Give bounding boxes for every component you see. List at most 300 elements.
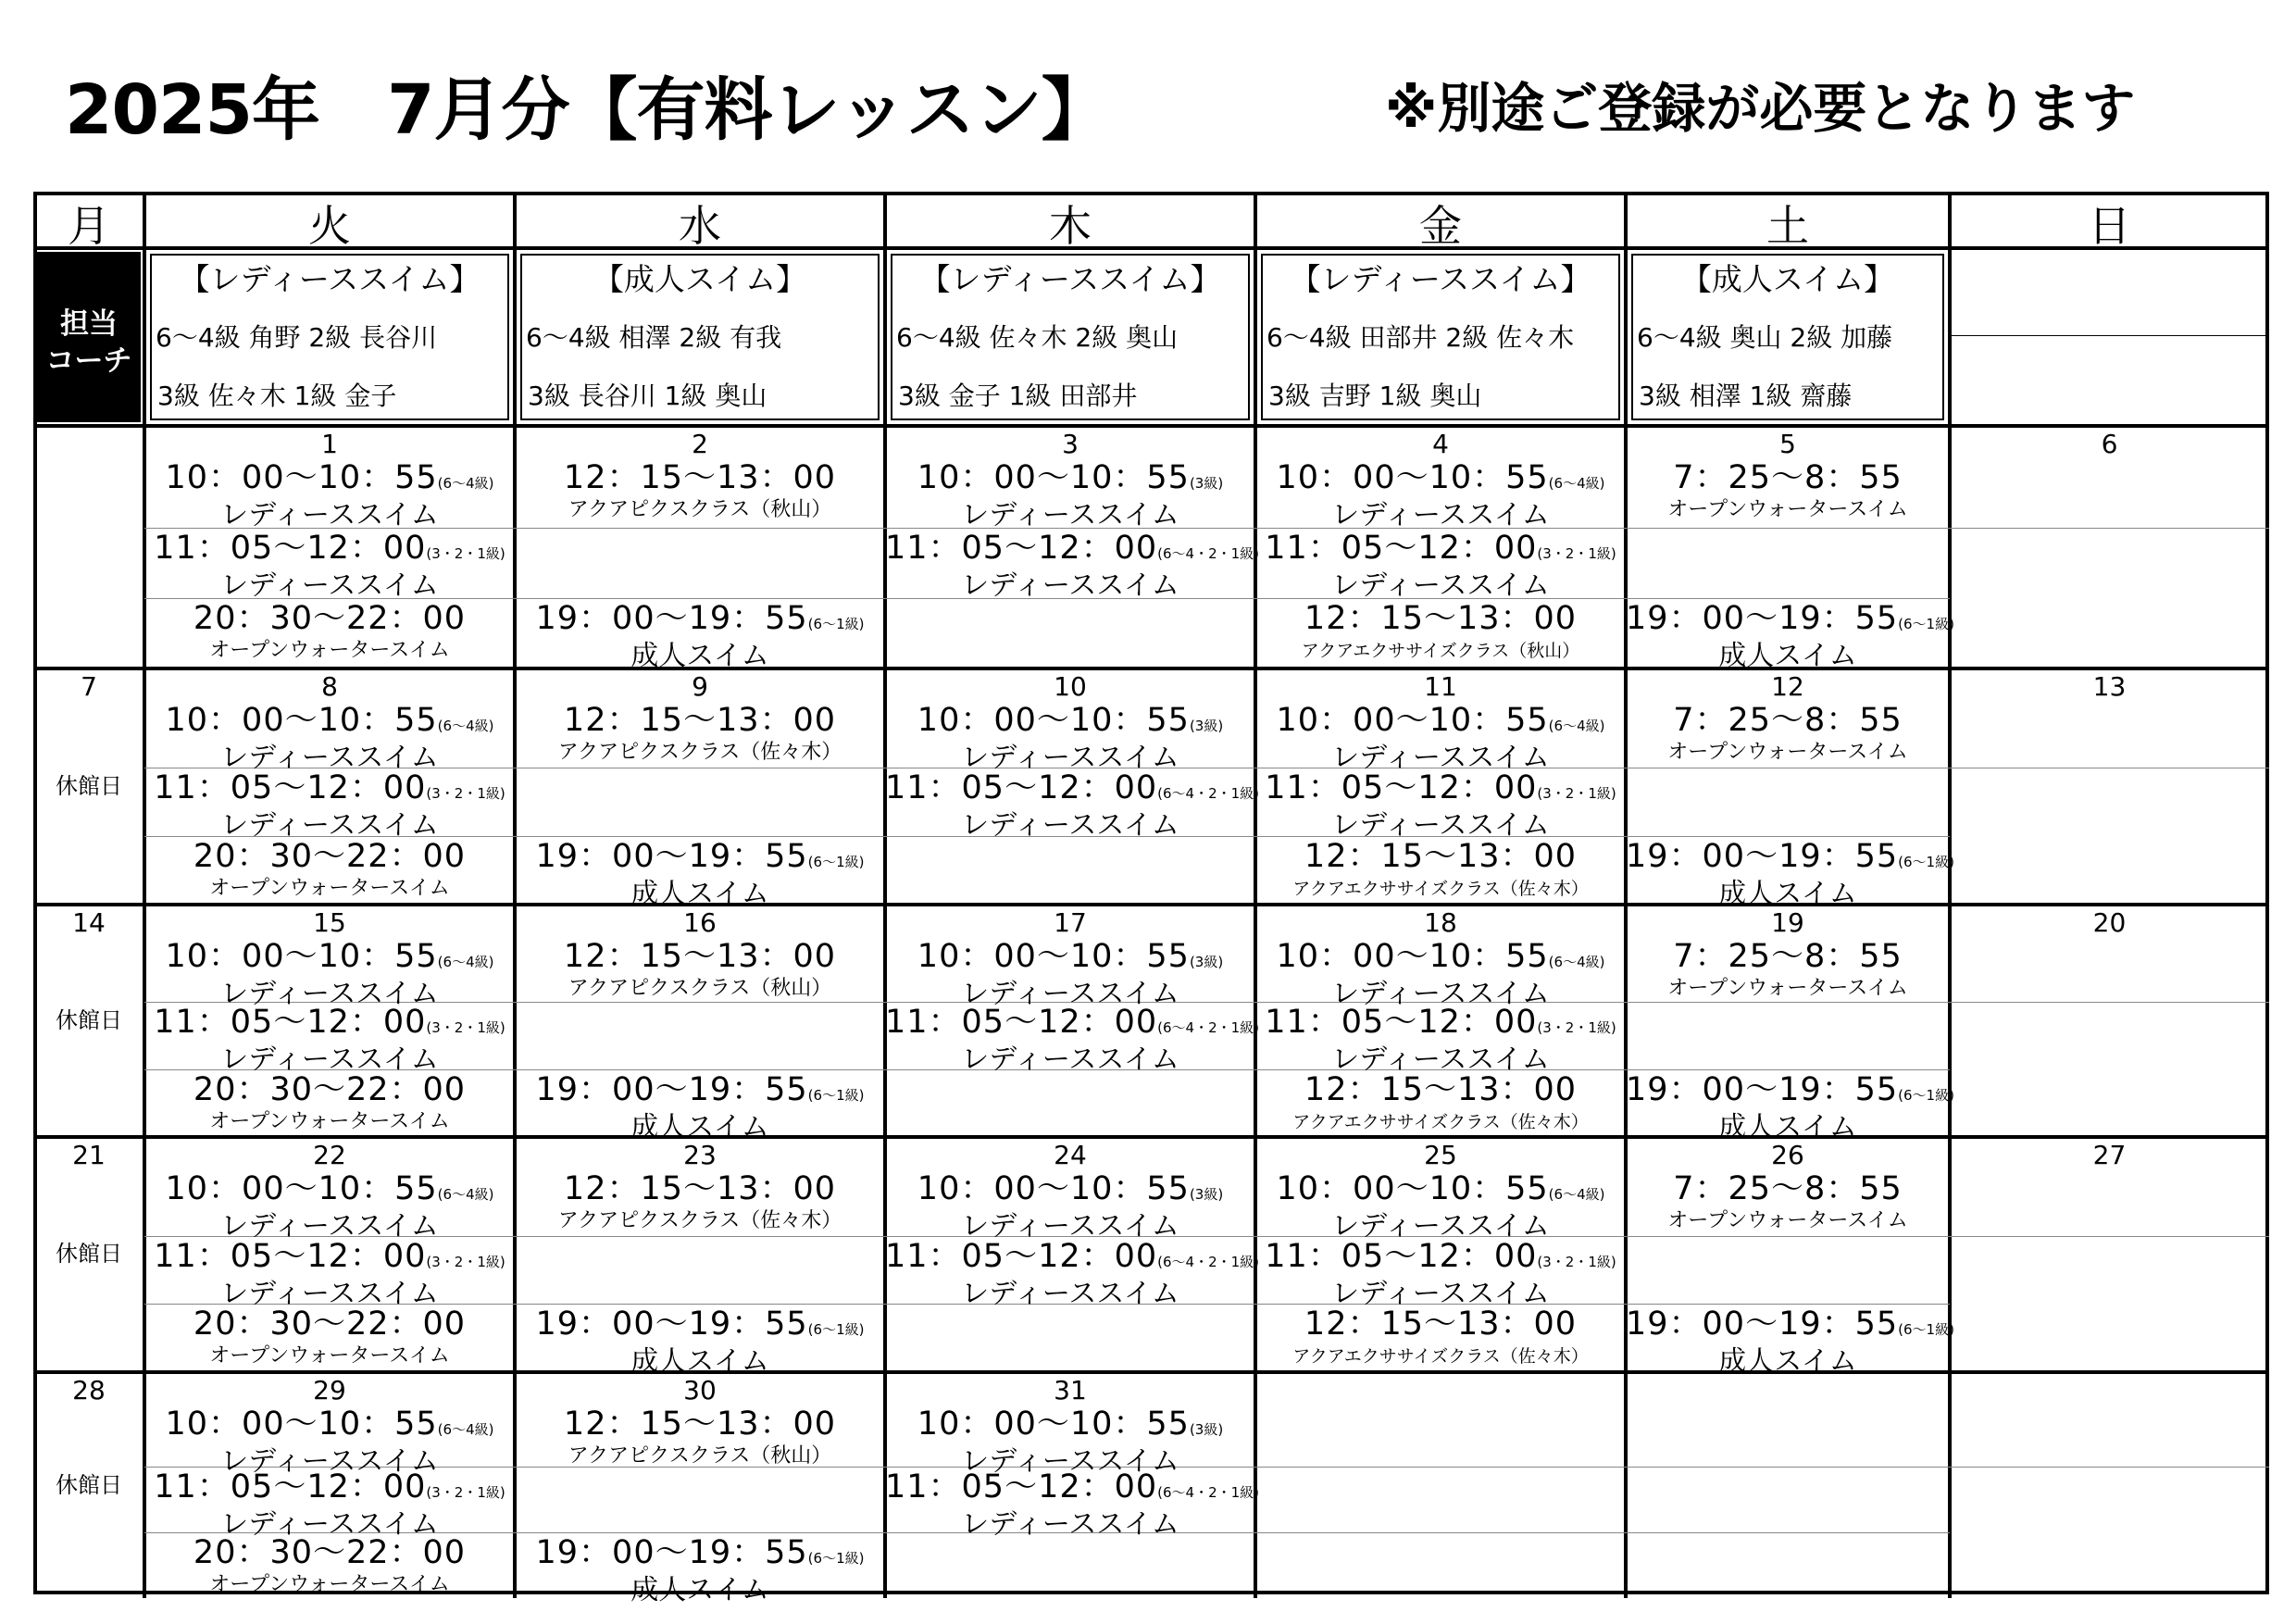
lesson-slot	[1626, 838, 1954, 910]
closed-day-label: 休館日	[56, 1472, 122, 1498]
lesson-name: レディーススイム	[961, 1278, 1179, 1310]
lesson-name: 成人スイム	[630, 1345, 769, 1378]
lesson-name: 成人スイム	[1718, 1111, 1857, 1143]
lesson-grade: (6～4級)	[1548, 475, 1605, 492]
coach-line-2: 3級 吉野 1級 奥山	[1268, 381, 1482, 411]
lesson-time	[885, 461, 1255, 500]
lesson-name: オープンウォータースイム	[209, 877, 450, 900]
coach-line-1: 6～4級 佐々木 2級 奥山	[896, 322, 1179, 353]
slot-divider	[1950, 528, 2269, 529]
lesson-time	[515, 1073, 885, 1112]
lesson-time-text: 19：00～19：55	[535, 1305, 808, 1343]
lesson-time-text: 12：15～13：00	[1304, 1305, 1578, 1343]
lesson-time	[515, 461, 885, 494]
lesson-name: 成人スイム	[630, 1111, 769, 1143]
lesson-time-text: 19：00～19：55	[535, 600, 808, 637]
lesson-slot	[885, 1172, 1255, 1243]
lesson-slot	[885, 769, 1260, 842]
lesson-time	[1255, 771, 1626, 810]
lesson-time-text: 10：00～10：55	[917, 938, 1190, 975]
lesson-slot	[144, 1536, 515, 1601]
coach-box-border	[150, 418, 509, 420]
lesson-name: レディーススイム	[961, 1210, 1179, 1243]
day-number: 28	[72, 1375, 106, 1405]
lesson-time-text: 11：05～12：00	[885, 1004, 1158, 1041]
lesson-name: レディーススイム	[961, 978, 1179, 1010]
lesson-slot	[1255, 940, 1626, 1010]
registration-note: ※別途ご登録が必要となります	[1385, 77, 2136, 140]
lesson-time	[1255, 531, 1626, 570]
coach-line-2: 3級 長谷川 1級 奥山	[528, 381, 767, 411]
lesson-grade: (3・2・1級)	[426, 1019, 505, 1036]
lesson-name: レディーススイム	[1331, 1043, 1550, 1076]
lesson-name: レディーススイム	[961, 499, 1179, 531]
lesson-name: アクアピクスクラス（秋山）	[568, 1444, 832, 1468]
lesson-time-text: 10：00～10：55	[1276, 938, 1549, 975]
sunday-coach-divider	[1950, 335, 2269, 336]
lesson-name: 成人スイム	[1718, 640, 1857, 672]
lesson-time	[1626, 838, 1954, 879]
coach-box-border	[1631, 254, 1944, 256]
lesson-time-text: 12：15～13：00	[563, 1170, 837, 1207]
weekday-header: 水	[679, 205, 721, 247]
day-number: 4	[1432, 429, 1449, 459]
lesson-time	[885, 704, 1255, 743]
lesson-time	[1626, 600, 1954, 641]
lesson-time-text: 10：00～10：55	[917, 702, 1190, 739]
slot-divider	[515, 1304, 885, 1305]
lesson-time-text: 11：05～12：00	[154, 530, 427, 567]
day-number: 15	[313, 907, 346, 938]
lesson-time-text: 12：15～13：00	[563, 938, 837, 975]
lesson-time	[885, 1407, 1255, 1446]
lesson-grade: (6～4級)	[437, 475, 494, 492]
slot-divider	[1626, 1304, 1950, 1305]
lesson-time	[1626, 1071, 1954, 1112]
lesson-time-text: 11：05～12：00	[154, 769, 427, 806]
slot-divider	[1626, 1532, 1950, 1533]
lesson-slot	[1626, 1071, 1954, 1143]
lesson-slot	[1255, 771, 1626, 842]
weekday-header: 木	[1049, 205, 1092, 247]
lesson-slot	[515, 602, 885, 672]
lesson-time-text: 11：05～12：00	[885, 530, 1158, 567]
lesson-name: レディーススイム	[1331, 499, 1550, 531]
lesson-time	[1255, 940, 1626, 979]
day-number: 13	[2092, 671, 2127, 702]
day-number: 20	[2092, 907, 2127, 938]
day-number: 17	[1054, 907, 1087, 938]
lesson-slot	[885, 1238, 1260, 1310]
lesson-slot	[1255, 602, 1626, 667]
lesson-name: レディーススイム	[1331, 978, 1550, 1010]
slot-divider	[1626, 1069, 1950, 1070]
lesson-grade: (6～1級)	[1898, 1087, 1954, 1104]
day-number: 16	[683, 907, 717, 938]
lesson-name: アクアエクササイズクラス（佐々木）	[1292, 879, 1589, 899]
lesson-name: レディーススイム	[961, 1043, 1179, 1076]
lesson-name: レディーススイム	[220, 1043, 439, 1076]
lesson-time-text: 19：00～19：55	[535, 1534, 808, 1571]
lesson-time-text: 11：05～12：00	[1265, 530, 1538, 567]
lesson-time	[144, 840, 515, 873]
lesson-time-text: 11：05～12：00	[154, 1238, 427, 1275]
lesson-slot	[515, 461, 885, 526]
slot-divider	[1950, 1236, 2269, 1237]
lesson-name: レディーススイム	[961, 1445, 1179, 1478]
lesson-name: レディーススイム	[961, 569, 1179, 602]
lesson-name: アクアピクスクラス（佐々木）	[557, 1209, 842, 1232]
coach-class-title: 【レディーススイム】	[179, 261, 480, 297]
lesson-grade: (6～4・2・1級)	[1157, 1019, 1260, 1036]
lesson-slot	[515, 1407, 885, 1472]
slot-divider	[1626, 1467, 1950, 1468]
lesson-name: レディーススイム	[220, 978, 439, 1010]
lesson-grade: (6～4級)	[437, 718, 494, 734]
closed-day-label: 休館日	[56, 1241, 122, 1267]
lesson-name: レディーススイム	[1331, 1278, 1550, 1310]
lesson-time-text: 7：25～8：55	[1673, 938, 1903, 975]
coach-box-border	[520, 254, 880, 256]
lesson-slot	[515, 704, 885, 768]
lesson-grade: (3級)	[1189, 1186, 1224, 1203]
coach-line-2: 3級 佐々木 1級 金子	[157, 381, 397, 411]
slot-divider	[515, 528, 885, 529]
day-number: 7	[81, 671, 97, 702]
lesson-name: レディーススイム	[961, 809, 1179, 842]
lesson-slot	[1255, 1240, 1626, 1310]
lesson-slot	[144, 602, 515, 667]
lesson-time	[515, 1307, 885, 1346]
lesson-slot	[1255, 840, 1626, 905]
lesson-time-text: 10：00～10：55	[165, 1405, 438, 1443]
lesson-slot	[515, 1073, 885, 1143]
lesson-name: 成人スイム	[630, 640, 769, 672]
lesson-name: アクアピクスクラス（秋山）	[568, 498, 832, 521]
lesson-name: アクアピクスクラス（秋山）	[568, 977, 832, 1000]
lesson-slot	[1626, 461, 1950, 526]
lesson-time-text: 10：00～10：55	[165, 938, 438, 975]
lesson-name: 成人スイム	[1718, 878, 1857, 910]
lesson-grade: (3・2・1級)	[426, 1254, 505, 1270]
lesson-name: アクアエクササイズクラス（秋山）	[1301, 641, 1580, 661]
lesson-slot	[1255, 1172, 1626, 1243]
lesson-name: オープンウォータースイム	[209, 1573, 450, 1596]
lesson-name: レディーススイム	[1331, 742, 1550, 774]
lesson-time	[885, 769, 1260, 810]
lesson-slot	[144, 771, 515, 842]
lesson-time	[1255, 840, 1626, 873]
slot-divider	[515, 1532, 885, 1533]
day-number: 23	[683, 1140, 717, 1170]
lesson-slot	[144, 1240, 515, 1310]
lesson-time	[1255, 1006, 1626, 1044]
lesson-grade: (3・2・1級)	[1537, 785, 1616, 802]
lesson-time-text: 12：15～13：00	[1304, 838, 1578, 875]
lesson-slot	[885, 704, 1255, 774]
lesson-name: レディーススイム	[220, 1278, 439, 1310]
coach-box-border	[891, 418, 1250, 420]
day-number: 8	[321, 671, 338, 702]
day-number: 12	[1771, 671, 1804, 702]
lesson-slot	[144, 1470, 515, 1541]
lesson-time	[1255, 461, 1626, 500]
weekday-header: 月	[68, 205, 110, 247]
coach-line-1: 6～4級 相澤 2級 有我	[526, 322, 782, 353]
lesson-slot	[1626, 704, 1950, 768]
lesson-grade: (3・2・1級)	[426, 1484, 505, 1501]
lesson-time	[515, 602, 885, 641]
lesson-slot	[515, 840, 885, 910]
row-divider	[33, 424, 2269, 428]
lesson-slot	[1255, 1307, 1626, 1372]
lesson-time	[515, 704, 885, 737]
lesson-slot	[515, 1172, 885, 1237]
slot-divider	[1255, 1467, 1626, 1468]
lesson-slot	[144, 704, 515, 774]
slot-divider	[515, 598, 885, 599]
lesson-name: レディーススイム	[220, 499, 439, 531]
lesson-time	[144, 1407, 515, 1446]
lesson-time-text: 10：00～10：55	[165, 1170, 438, 1207]
lesson-time	[144, 1240, 515, 1279]
lesson-name: 成人スイム	[630, 878, 769, 910]
lesson-slot	[515, 1536, 885, 1606]
lesson-slot	[144, 840, 515, 905]
lesson-time	[1255, 1307, 1626, 1341]
lesson-grade: (3級)	[1189, 718, 1224, 734]
lesson-slot	[1255, 1073, 1626, 1138]
slot-divider	[1255, 1532, 1626, 1533]
lesson-slot	[144, 1307, 515, 1372]
lesson-time	[515, 1407, 885, 1441]
lesson-slot	[144, 531, 515, 602]
lesson-grade: (6～1級)	[1898, 1321, 1954, 1338]
lesson-time	[144, 771, 515, 810]
coach-line-2: 3級 相澤 1級 齋藤	[1639, 381, 1853, 411]
lesson-slot	[1626, 940, 1950, 1005]
lesson-time	[144, 704, 515, 743]
lesson-time	[144, 461, 515, 500]
lesson-time	[1255, 1172, 1626, 1211]
lesson-time-text: 12：15～13：00	[1304, 600, 1578, 637]
lesson-time-text: 19：00～19：55	[1626, 838, 1899, 875]
lesson-time	[885, 1172, 1255, 1211]
lesson-name: アクアエクササイズクラス（佐々木）	[1292, 1112, 1589, 1132]
coach-class-title: 【成人スイム】	[1680, 261, 1895, 297]
lesson-name: オープンウォータースイム	[1667, 977, 1908, 1000]
coach-class-title: 【レディーススイム】	[1290, 261, 1591, 297]
day-number: 11	[1424, 671, 1457, 702]
lesson-name: オープンウォータースイム	[209, 1110, 450, 1133]
coach-box-border	[150, 254, 509, 256]
lesson-grade: (3級)	[1189, 954, 1224, 970]
lesson-time	[144, 1307, 515, 1341]
lesson-grade: (3級)	[1189, 1421, 1224, 1438]
day-number: 1	[321, 429, 338, 459]
lesson-grade: (6～4・2・1級)	[1157, 785, 1260, 802]
lesson-time	[144, 1536, 515, 1569]
page-title: 2025年 7月分【有料レッスン】	[65, 70, 1109, 150]
day-number: 14	[72, 907, 106, 938]
coach-label	[37, 252, 141, 422]
lesson-time-text: 11：05～12：00	[154, 1004, 427, 1041]
lesson-time	[1626, 704, 1950, 737]
lesson-time	[1255, 1240, 1626, 1279]
day-number: 25	[1424, 1140, 1457, 1170]
lesson-name: レディーススイム	[220, 569, 439, 602]
lesson-time	[1626, 461, 1950, 494]
lesson-grade: (6～4・2・1級)	[1157, 1484, 1260, 1501]
slot-divider	[1950, 1002, 2269, 1003]
lesson-time-text: 19：00～19：55	[1626, 1305, 1899, 1343]
day-number: 2	[692, 429, 708, 459]
coach-box-border	[1261, 254, 1620, 256]
day-number: 26	[1771, 1140, 1804, 1170]
lesson-name: レディーススイム	[1331, 1210, 1550, 1243]
coach-line-1: 6～4級 角野 2級 長谷川	[156, 322, 438, 353]
lesson-time-text: 20：30～22：00	[193, 600, 467, 637]
lesson-time	[144, 940, 515, 979]
lesson-name: レディーススイム	[1331, 809, 1550, 842]
lesson-name: レディーススイム	[220, 742, 439, 774]
lesson-name: 成人スイム	[1718, 1345, 1857, 1378]
lesson-time	[1255, 1073, 1626, 1106]
lesson-slot	[144, 461, 515, 531]
closed-day-label: 休館日	[56, 1007, 122, 1033]
lesson-name: オープンウォータースイム	[1667, 498, 1908, 521]
lesson-slot	[144, 1407, 515, 1478]
day-number: 27	[2092, 1140, 2127, 1170]
lesson-time-text: 10：00～10：55	[1276, 1170, 1549, 1207]
lesson-time-text: 11：05～12：00	[1265, 1004, 1538, 1041]
slot-divider	[1626, 528, 1950, 529]
day-number: 6	[2101, 429, 2118, 459]
lesson-time-text: 11：05～12：00	[885, 769, 1158, 806]
lesson-time-text: 10：00～10：55	[917, 1405, 1190, 1443]
lesson-grade: (6～4・2・1級)	[1157, 1254, 1260, 1270]
coach-class-title: 【成人スイム】	[593, 261, 807, 297]
lesson-slot	[515, 940, 885, 1005]
weekday-header: 日	[2088, 205, 2131, 247]
day-number: 9	[692, 671, 708, 702]
slot-divider	[515, 1069, 885, 1070]
lesson-time	[144, 1172, 515, 1211]
lesson-grade: (6～4級)	[1548, 954, 1605, 970]
coach-box-border	[1631, 418, 1944, 420]
closed-day-label: 休館日	[56, 773, 122, 799]
lesson-name: レディーススイム	[220, 1445, 439, 1478]
slot-divider	[1626, 598, 1950, 599]
lesson-time	[144, 1006, 515, 1044]
lesson-name: オープンウォータースイム	[209, 1344, 450, 1368]
lesson-slot	[144, 1073, 515, 1138]
lesson-name: レディーススイム	[220, 1508, 439, 1541]
lesson-time-text: 12：15～13：00	[563, 459, 837, 496]
day-number: 22	[313, 1140, 346, 1170]
weekday-header: 金	[1419, 205, 1462, 247]
lesson-grade: (6～4級)	[437, 954, 494, 970]
lesson-time	[144, 602, 515, 635]
lesson-time	[885, 1238, 1260, 1279]
lesson-name: レディーススイム	[220, 1210, 439, 1243]
lesson-time-text: 20：30～22：00	[193, 1071, 467, 1108]
lesson-time-text: 12：15～13：00	[563, 702, 837, 739]
lesson-time	[515, 840, 885, 879]
lesson-grade: (6～1級)	[807, 1550, 865, 1567]
day-number: 30	[683, 1375, 717, 1405]
lesson-time-text: 11：05～12：00	[154, 1468, 427, 1505]
lesson-grade: (3級)	[1189, 475, 1224, 492]
lesson-slot	[144, 940, 515, 1010]
lesson-time-text: 20：30～22：00	[193, 1305, 467, 1343]
lesson-grade: (3・2・1級)	[1537, 545, 1616, 562]
coach-label-line: コーチ	[45, 344, 132, 378]
lesson-time-text: 19：00～19：55	[535, 838, 808, 875]
lesson-time-text: 10：00～10：55	[917, 1170, 1190, 1207]
day-number: 18	[1424, 907, 1457, 938]
lesson-slot	[1626, 1305, 1954, 1378]
lesson-grade: (3・2・1級)	[426, 545, 505, 562]
lesson-time	[885, 1468, 1260, 1509]
lesson-time-text: 10：00～10：55	[1276, 459, 1549, 496]
lesson-time	[515, 1172, 885, 1206]
slot-divider	[1950, 1467, 2269, 1468]
lesson-time	[1626, 1305, 1954, 1346]
lesson-grade: (6～4級)	[1548, 1186, 1605, 1203]
lesson-time	[515, 940, 885, 973]
lesson-time-text: 11：05～12：00	[885, 1468, 1158, 1505]
weekday-header: 火	[308, 205, 351, 247]
lesson-name: アクアエクササイズクラス（佐々木）	[1292, 1346, 1589, 1367]
lesson-time-text: 7：25～8：55	[1673, 1170, 1903, 1207]
lesson-time-text: 12：15～13：00	[1304, 1071, 1578, 1108]
lesson-grade: (3・2・1級)	[1537, 1254, 1616, 1270]
lesson-time	[144, 1470, 515, 1509]
lesson-slot	[885, 530, 1260, 602]
day-number: 3	[1062, 429, 1079, 459]
lesson-name: レディーススイム	[220, 809, 439, 842]
lesson-time	[1255, 602, 1626, 635]
lesson-time-text: 10：00～10：55	[1276, 702, 1549, 739]
lesson-slot	[1626, 600, 1954, 672]
lesson-slot	[144, 1172, 515, 1243]
lesson-time	[144, 1073, 515, 1106]
lesson-time-text: 19：00～19：55	[535, 1071, 808, 1108]
day-number: 10	[1054, 671, 1087, 702]
lesson-time	[885, 530, 1260, 570]
lesson-time-text: 10：00～10：55	[917, 459, 1190, 496]
weekday-header: 土	[1766, 205, 1809, 247]
day-number: 21	[72, 1140, 106, 1170]
lesson-time-text: 20：30～22：00	[193, 838, 467, 875]
coach-line-1: 6～4級 奥山 2級 加藤	[1637, 322, 1893, 353]
lesson-slot	[885, 940, 1255, 1010]
lesson-time	[885, 1004, 1260, 1044]
coach-box-border	[520, 418, 880, 420]
day-number: 31	[1054, 1375, 1087, 1405]
lesson-slot	[1255, 461, 1626, 531]
lesson-grade: (6～1級)	[807, 1087, 865, 1104]
lesson-time-text: 10：00～10：55	[165, 702, 438, 739]
lesson-name: レディーススイム	[961, 742, 1179, 774]
lesson-slot	[1255, 531, 1626, 602]
lesson-slot	[885, 1004, 1260, 1076]
lesson-name: 成人スイム	[630, 1574, 769, 1606]
lesson-name: レディーススイム	[1331, 569, 1550, 602]
lesson-grade: (6～1級)	[807, 616, 865, 632]
day-number: 29	[313, 1375, 346, 1405]
